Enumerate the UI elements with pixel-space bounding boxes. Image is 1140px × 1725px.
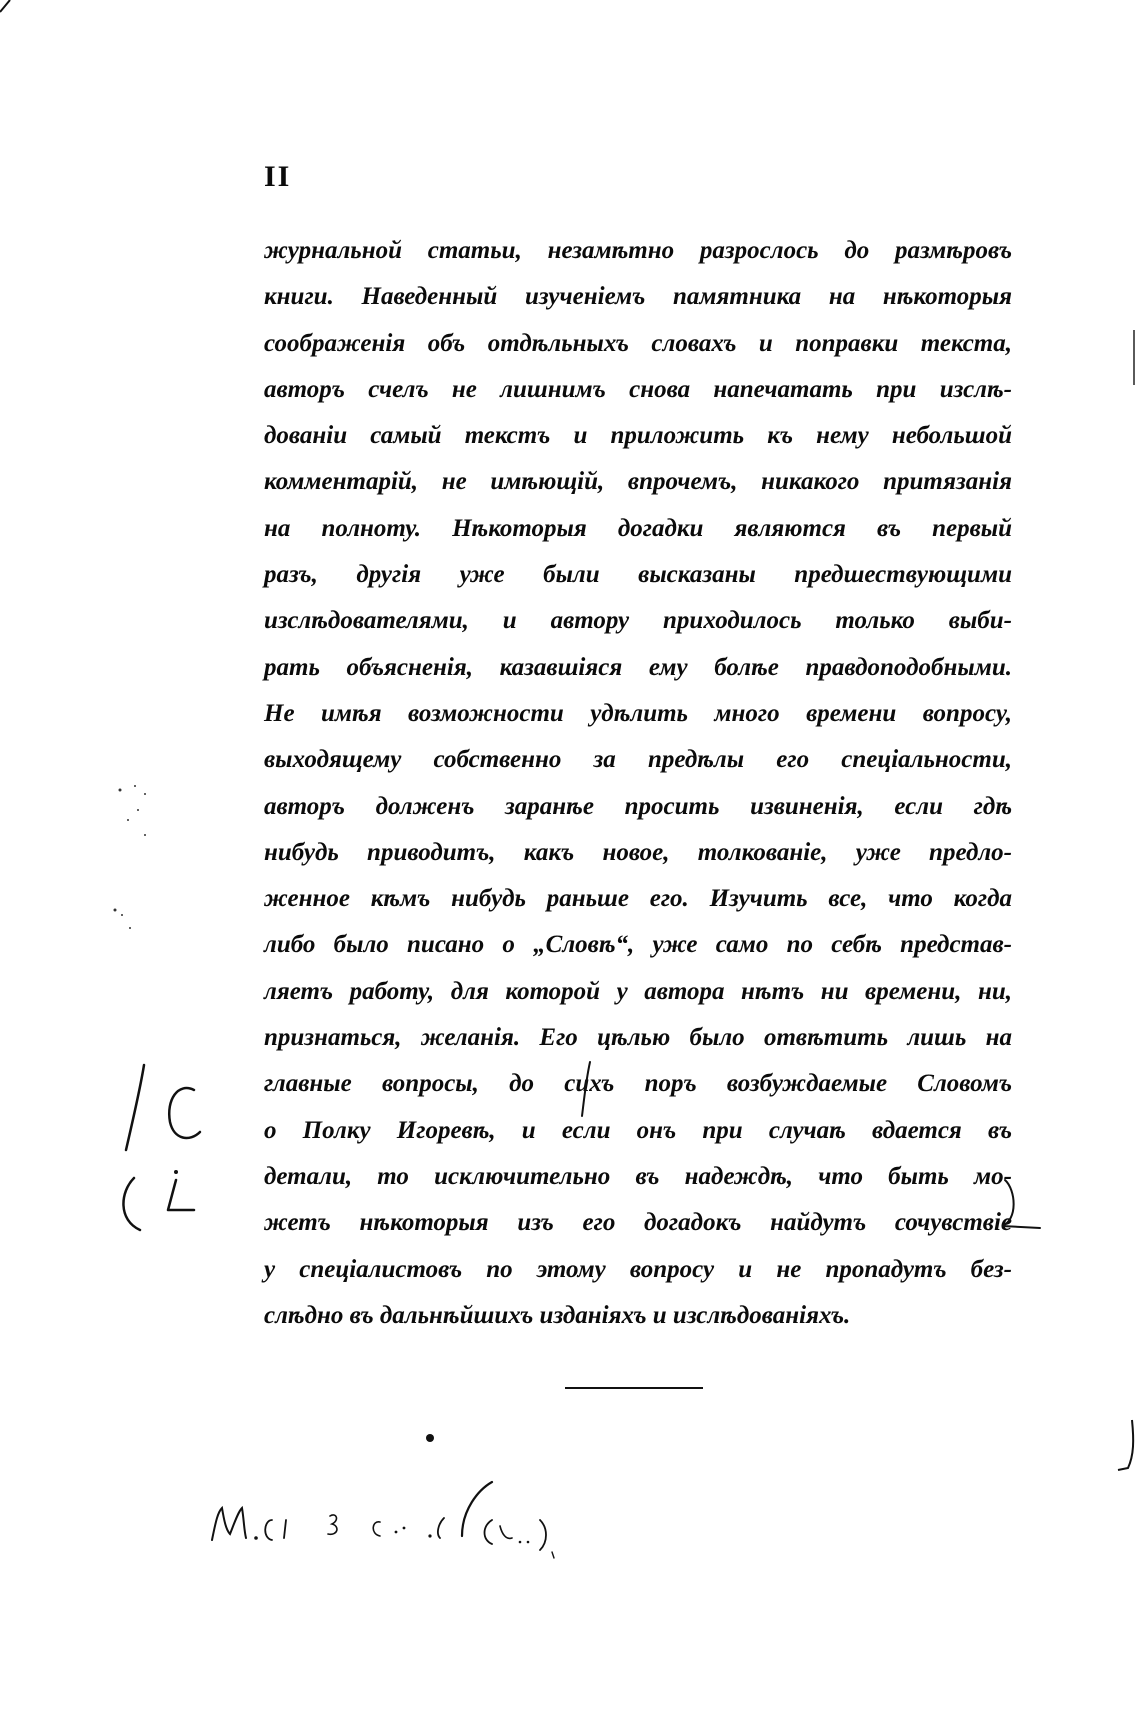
text-line: книги. Наведенный изученіемъ памятника на нѣкоторыя <box>264 283 1012 311</box>
text-line: о Полку Игоревѣ, и если онъ при случаѣ вдается въ <box>264 1116 1012 1144</box>
corner-mark <box>0 0 20 20</box>
text-line: авторъ долженъ заранѣе просить извиненія, если гдѣ <box>264 792 1012 820</box>
right-edge-mark <box>1126 330 1140 390</box>
text-line: жетъ нѣкоторыя изъ его догадокъ найдутъ сочувствіе <box>264 1209 1012 1237</box>
text-line: комментарій, не имѣющій, впрочемъ, никакого притязанія <box>264 468 1012 496</box>
text-line: выходящему собственно за предѣлы его спеціальности, <box>264 746 1012 774</box>
scan-speckles <box>110 780 170 960</box>
text-line: авторъ счелъ не лишнимъ снова напечатать при изслѣ- <box>264 375 1012 403</box>
text-line: либо было писано о „Словѣ“, уже само по себѣ представ- <box>264 931 1012 959</box>
text-line: Не имѣя возможности удѣлить много времени вопросу, <box>264 699 1012 727</box>
text-line: детали, то исключительно въ надеждѣ, что быть мо- <box>264 1162 1012 1190</box>
text-line: соображенія объ отдѣльныхъ словахъ и поправки текста, <box>264 329 1012 357</box>
end-rule <box>565 1387 703 1389</box>
right-edge-mark <box>1118 1420 1140 1480</box>
text-line: ляетъ работу, для которой у автора нѣтъ ни времени, ни, <box>264 977 1012 1005</box>
text-line: главные вопросы, до сихъ поръ возбуждаемые Словомъ <box>264 1070 1012 1098</box>
text-line: слѣдно въ дальнѣйшихъ изданіяхъ и изслѣдованіяхъ. <box>264 1301 851 1329</box>
text-line: признаться, желанія. Его цѣлью было отвѣтить лишь на <box>264 1024 1012 1052</box>
text-line: рать объясненія, казавшіяся ему болѣе правдоподобными. <box>264 653 1012 681</box>
handwritten-signature <box>200 1420 640 1570</box>
text-line: женное кѣмъ нибудь раньше его. Изучить все, что когда <box>264 885 1012 913</box>
handwritten-text-marks <box>560 1060 1040 1260</box>
text-line: у спеціалистовъ по этому вопросу и не пропадутъ без- <box>264 1255 1012 1283</box>
text-line: нибудь приводитъ, какъ новое, толкованіе, уже предло- <box>264 838 1012 866</box>
text-line: изслѣдователями, и автору приходилось только выби- <box>264 607 1012 635</box>
text-line: дованіи самый текстъ и приложить къ нему небольшой <box>264 422 1012 450</box>
text-line: журнальной статьи, незамѣтно разрослось до размѣровъ <box>264 237 1012 264</box>
page-number: II <box>264 160 292 193</box>
text-line: разъ, другія уже были высказаны предшествующими <box>264 561 1012 589</box>
handwritten-margin-mark <box>112 1060 222 1240</box>
text-line: на полноту. Нѣкоторыя догадки являются въ первый <box>264 514 1012 542</box>
